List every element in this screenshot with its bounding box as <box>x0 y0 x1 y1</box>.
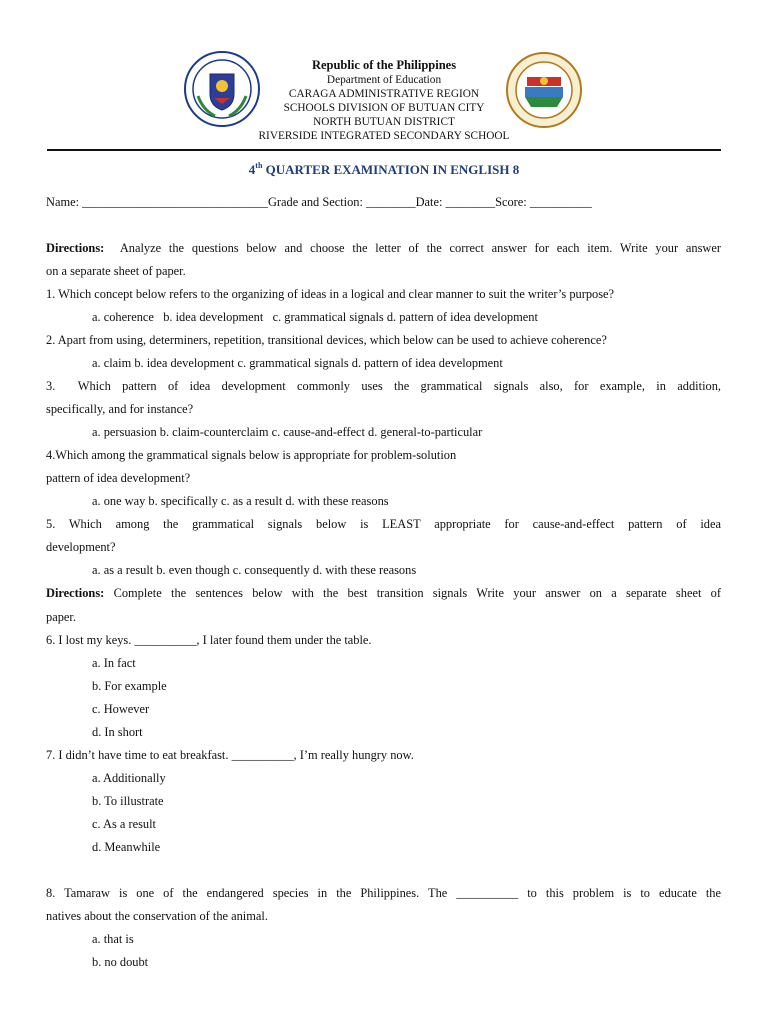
student-info-line <box>46 195 721 209</box>
q3-stem-b: specifically, and for instance? <box>46 402 194 416</box>
district-line: NORTH BUTUAN DISTRICT <box>313 116 455 128</box>
directions-1-text-a: Analyze the questions below and choose the letter of the correct answer for each item. Write your answer <box>119 241 721 255</box>
division-seal-icon <box>505 51 583 129</box>
department-line: Department of Education <box>326 74 442 86</box>
q7-stem: 7. I didn’t have time to eat breakfast. __________, I’m really hungry now. <box>46 748 414 762</box>
q2-stem: 2. Apart from using, determiners, repetition, transitional devices, which below can be used to achieve coherence? <box>46 333 607 347</box>
directions-1-line-a <box>46 241 721 255</box>
q6-option: b. For example <box>92 679 167 693</box>
directions-2-text-b: paper. <box>46 610 76 624</box>
q6-option: d. In short <box>92 725 143 739</box>
q5-stem-b: development? <box>46 540 116 554</box>
q8-stem-b: natives about the conservation of the animal. <box>46 909 268 923</box>
q6-stem: 6. I lost my keys. __________, I later found them under the table. <box>46 633 372 647</box>
q6-option: c. However <box>92 702 150 716</box>
directions-2-text-a: Complete the sentences below with the best transition signals Write your answer on a separate sheet of <box>113 586 721 600</box>
q4-stem-a: 4.Which among the grammatical signals below is appropriate for problem-solution <box>46 448 457 462</box>
division-line: SCHOOLS DIVISION OF BUTUAN CITY <box>283 102 485 114</box>
title-suffix: th <box>255 161 263 170</box>
q4-choices: a. one way b. specifically c. as a result d. with these reasons <box>92 494 389 508</box>
directions-1-text-b: on a separate sheet of paper. <box>46 264 186 278</box>
directions-2-line-a <box>46 586 721 600</box>
student-info-text: Name: ______________________________Grade and Section: ________Date: ________Score: __________ <box>46 195 592 209</box>
q5-stem-a: 5. Which among the grammatical signals below is LEAST appropriate for cause-and-effect pattern of idea <box>46 517 721 531</box>
header-text-block <box>230 57 538 143</box>
q1-stem: 1. Which concept below refers to the organizing of ideas in a logical and clear manner to suit the writer’s purpose? <box>46 287 615 301</box>
q8-option: b. no doubt <box>92 955 149 969</box>
q7-option: c. As a result <box>92 817 157 831</box>
q8-option: a. that is <box>92 932 134 946</box>
q6-option: a. In fact <box>92 656 136 670</box>
republic-heading: Republic of the Philippines <box>311 58 457 72</box>
q7-option: a. Additionally <box>92 771 166 785</box>
directions-1-label: Directions: <box>46 241 105 255</box>
title-ordinal: 4 <box>248 162 256 177</box>
school-header <box>0 48 768 148</box>
region-line: CARAGA ADMINISTRATIVE REGION <box>288 88 480 100</box>
q1-choices: a. coherence b. idea development c. grammatical signals d. pattern of idea development <box>92 310 538 324</box>
header-divider <box>47 149 721 151</box>
q3-choices: a. persuasion b. claim-counterclaim c. cause-and-effect d. general-to-particular <box>92 425 483 439</box>
q7-option: b. To illustrate <box>92 794 164 808</box>
q7-option: d. Meanwhile <box>92 840 161 854</box>
q3-stem-a: 3. Which pattern of idea development commonly uses the grammatical signals also, for example, in addition, <box>46 379 721 393</box>
q8-stem-a: 8. Tamaraw is one of the endangered species in the Philippines. The __________ to this problem is to educate the <box>46 886 721 900</box>
q5-choices: a. as a result b. even though c. consequently d. with these reasons <box>92 563 417 577</box>
q2-choices: a. claim b. idea development c. grammatical signals d. pattern of idea development <box>92 356 503 370</box>
school-line: RIVERSIDE INTEGRATED SECONDARY SCHOOL <box>258 130 510 142</box>
directions-2-label: Directions: <box>46 586 105 600</box>
q4-stem-b: pattern of idea development? <box>46 471 191 485</box>
title-text: QUARTER EXAMINATION IN ENGLISH 8 <box>262 162 520 177</box>
exam-title <box>0 162 768 178</box>
